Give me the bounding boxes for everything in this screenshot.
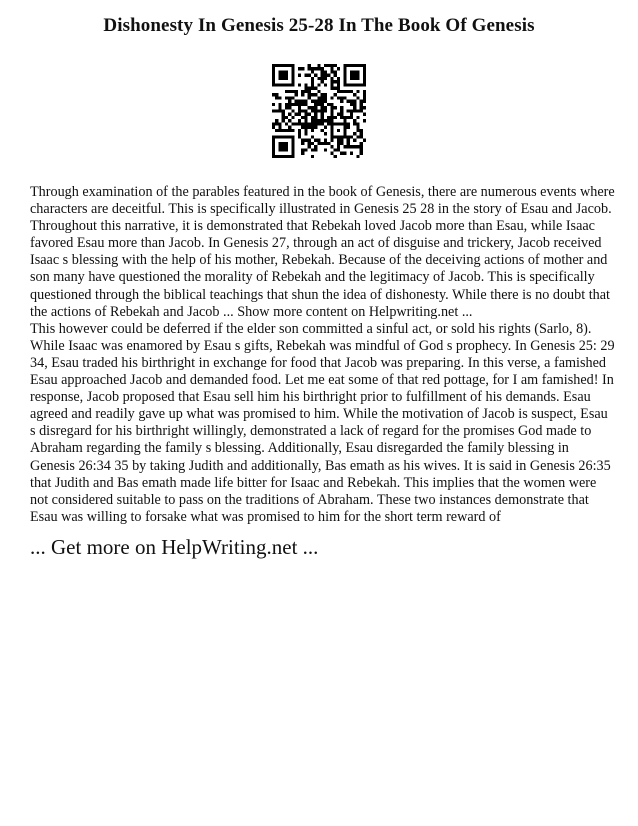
qr-code-icon: [272, 64, 366, 158]
document-title: Dishonesty In Genesis 25-28 In The Book Of Genesis: [103, 15, 535, 36]
body-paragraph-1: Through examination of the parables featured in the book of Genesis, there are numerous events where characters are deceitful. This is specifically illustrated in Genesis 25 28 in the story of Esau and Jacob. Throughout this narrative, it is demonstrated that Rebekah loved Jacob more than Esau, while Isaac favored Esau more than Jacob. In Genesis 27, through an act of disguise and trickery, Jacob received Isaac s blessing with the help of his mother, Rebekah. Because of the deceiving actions of mother and son many have questioned the morality of Rebekah and the legitimacy of Jacob. This is specifically questioned through the biblical teachings that shun the idea of dishonesty. While there is no doubt that the actions of Rebekah and Jacob ... Show more content on Helpwriting.net ...: [30, 184, 615, 320]
document-body: [30, 184, 616, 526]
get-more-link[interactable]: ... Get more on HelpWriting.net ...: [30, 535, 319, 559]
body-paragraph-2: This however could be deferred if the elder son committed a sinful act, or sold his rights (Sarlo, 8). While Isaac was enamored by Esau s gifts, Rebekah was mindful of God s prophecy. In Genesis 25: 29 34, Esau traded his birthright in exchange for food that Jacob was preparing. In this verse, a famished Esau approached Jacob and demanded food. Let me eat some of that red pottage, for I am famished! In response, Jacob proposed that Esau sell him his birthright prior to fulfillment of his demands. Esau agreed and readily gave up what was promised to him. While the motivation of Jacob is suspect, Esau s disregard for his birthright willingly, demonstrated a lack of regard for the promises God made to Abraham regarding the family s blessing. Additionally, Esau disregarded the family blessing in Genesis 26:34 35 by taking Judith and additionally, Bas emath as his wives. It is said in Genesis 26:35 that Judith and Bas emath made life bitter for Isaac and Rebekah. This implies that the women were not considered suitable to pass on the traditions of Abraham. These two instances demonstrate that Esau was willing to forsake what was promised to him for the short term reward of: [30, 320, 615, 525]
